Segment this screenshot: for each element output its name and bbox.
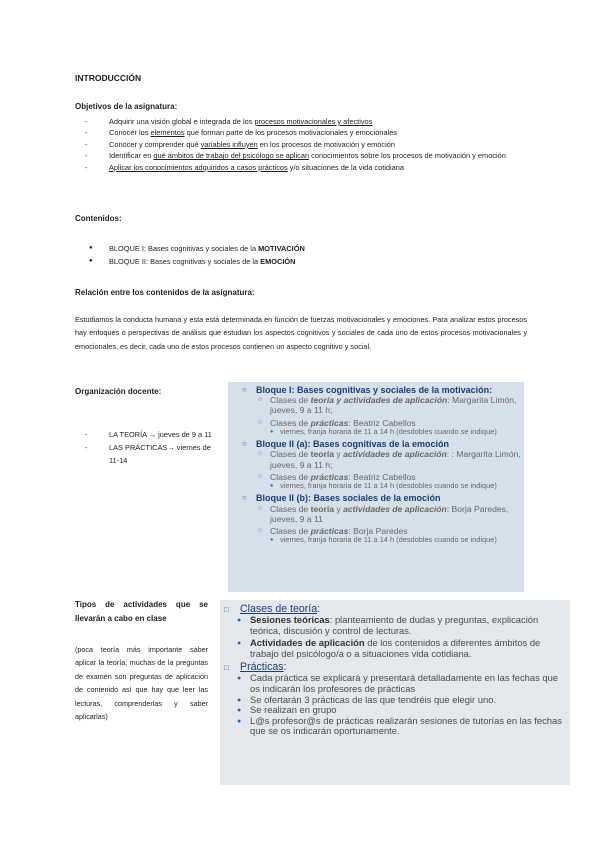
relacion-heading: Relación entre los contenidos de la asignatura: — [75, 288, 255, 297]
bloque2b-horario: ● viernes, franja horaria de 11 a 14 h (desdobles cuando se indique) — [228, 536, 524, 544]
organizacion-slide — [228, 382, 524, 592]
bloque1-practicas: ○ Clases de prácticas: Beatriz Cabellos — [228, 418, 524, 428]
organizacion-item: - LA TEORÍA → jueves de 9 a 11 — [75, 428, 223, 441]
practica-item: ● L@s profesor@s de prácticas realizarán sesiones de tutorías en las fechas que se os indicarán oportunamente. — [220, 716, 570, 737]
contenidos-list — [75, 242, 525, 268]
bloque1-title: ○ Bloque I: Bases cognitivas y sociales de la motivación: — [228, 385, 524, 395]
bloque2a-practicas: ○ Clases de prácticas: Beatriz Cabellos — [228, 472, 524, 482]
objetivo-item: - Aplicar los conocimientos adquiridos a casos prácticos y/o situaciones de la vida cotidiana — [75, 162, 525, 173]
objetivos-heading: Objetivos de la asignatura: — [75, 102, 178, 111]
practica-item: ● Cada práctica se explicará y presentará detalladamente en las fechas que os indicarán los profesores de prácticas — [220, 673, 570, 694]
contenido-item: ● BLOQUE II: Bases cognitivas y sociales de la EMOCIÓN — [75, 255, 525, 268]
organizacion-list — [75, 428, 223, 467]
organizacion-heading: Organización docente: — [75, 387, 162, 396]
contenidos-heading: Contenidos: — [75, 214, 122, 223]
actividades-aplicacion: ● Actividades de aplicación de los contenidos a diferentes ámbitos de trabajo del psicólogo/a o a situaciones vida cotidiana. — [220, 638, 570, 659]
organizacion-item: - LAS PRÁCTICAS→ viernes de 11-14 — [75, 441, 223, 467]
objetivo-item: - Identificar en qué ámbitos de trabajo del psicólogo se aplican conocimientos sobre los procesos de motivación y emoción — [75, 150, 525, 161]
bloque2a-title: ○ Bloque II (a): Bases cognitivas de la emoción — [228, 439, 524, 449]
contenido-item: ● BLOQUE I: Bases cognitivas y sociales de la MOTIVACIÓN — [75, 242, 525, 255]
page-title: INTRODUCCIÓN — [75, 73, 142, 83]
practica-item: ● Se realizan en grupo — [220, 705, 570, 716]
clases-teoria-title: □ Clases de teoría: — [220, 603, 570, 615]
relacion-text: Estudiamos la conducta humana y esta está determinada en función de fuerzas motivacionales y emociones. Para analizar estos procesos hay enfoques o perspectivas de análisis que estudian los aspectos cognitivos y sociales de cada uno de estos procesos motivacionales y emocionales, es decir, cada uno de estos procesos contienen un aspecto cognitivo y social. — [75, 315, 527, 351]
objetivos-list — [75, 116, 525, 173]
sesiones-teoricas: ● Sesiones teóricas: planteamiento de dudas y preguntas, explicación teórica, discusión y control de lecturas. — [220, 615, 570, 636]
bloque2a-horario: ● viernes, franja horaria de 11 a 14 h (desdobles cuando se indique) — [228, 482, 524, 490]
tipos-slide — [220, 600, 570, 785]
practica-item: ● Se ofertarán 3 prácticas de las que tendréis que elegir uno. — [220, 695, 570, 706]
bloque2b-practicas: ○ Clases de prácticas: Borja Paredes — [228, 526, 524, 536]
objetivo-item: - Conocer los elementos que forman parte de los procesos motivacionales y emocionales — [75, 127, 525, 138]
objetivo-item: - Conocer y comprender qué variables influyen en los procesos de motivación y emoción — [75, 139, 525, 150]
bloque1-horario: ● viernes, franja horaria de 11 a 14 h (desdobles cuando se indique) — [228, 428, 524, 436]
bloque2a-teoria: ○ Clases de teoría y actividades de aplicación: : Margarita Limón, jueves, 9 a 11 h; — [228, 449, 524, 469]
bloque2b-teoria: ○ Clases de teoría y actividades de aplicación: Borja Paredes, jueves, 9 a 11 — [228, 504, 524, 524]
tipos-note: (poca teoría más importante saber aplicar la teoría, muchas de la preguntas de examen son preguntas de aplicación de contenido así que hay que leer las lecturas, comprenderlas y saber aplicarlas) — [75, 645, 208, 722]
bloque1-teoria: ○ Clases de teoría y actividades de aplicación: Margarita Limón, jueves, 9 a 11 h; — [228, 395, 524, 415]
tipos-heading: Tipos de actividades que se llevarán a cabo en clase — [75, 600, 208, 623]
practicas-title: □ Prácticas: — [220, 661, 570, 673]
objetivo-item: - Adquirir una visión global e integrada de los procesos motivacionales y afectivos — [75, 116, 525, 127]
bloque2b-title: ○ Bloque II (b): Bases sociales de la emoción — [228, 493, 524, 503]
